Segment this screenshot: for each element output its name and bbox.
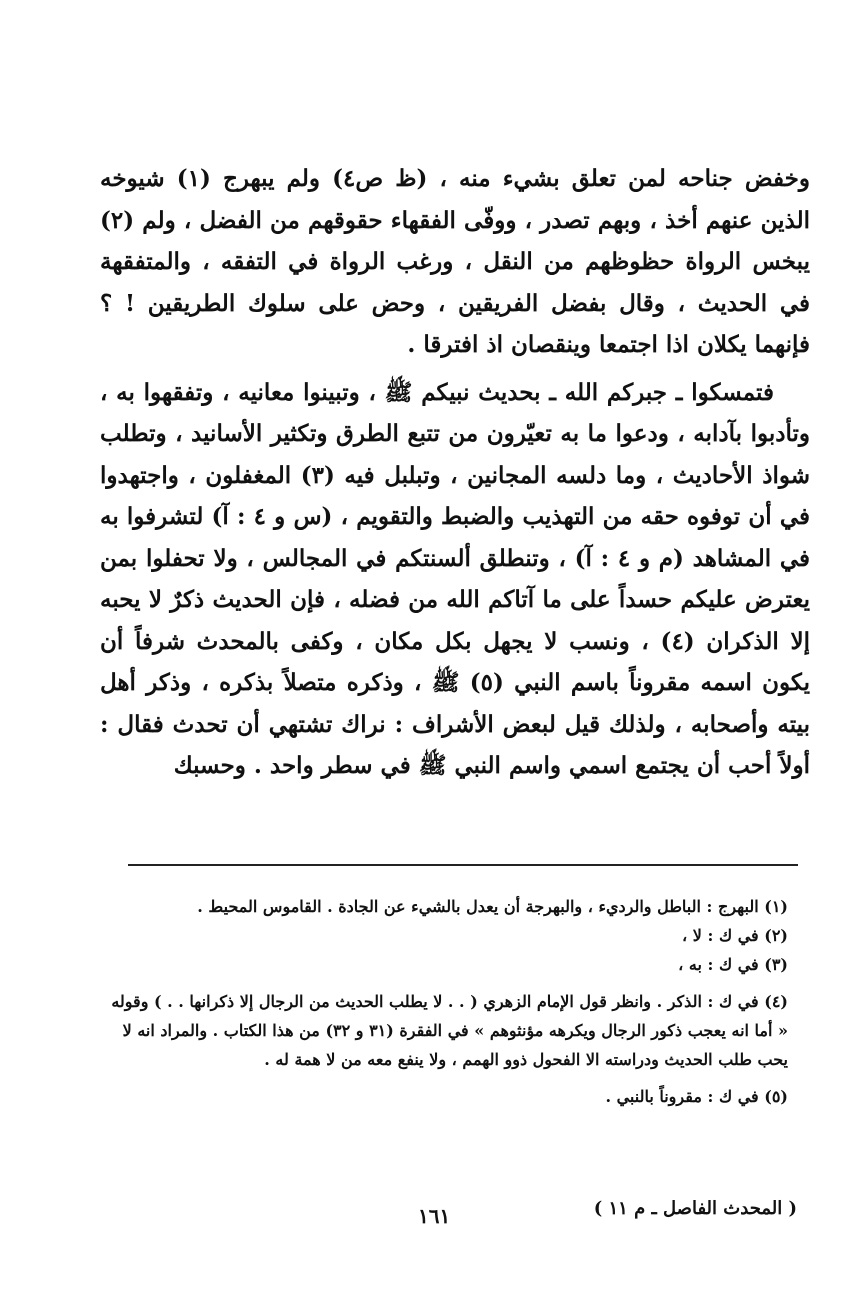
signature-mark: ( المحدث الفاصل ـ م ١١ ): [593, 1198, 797, 1219]
footnote-1: (١) البهرج : الباطل والرديء ، والبهرجة أن يعدل بالشيء عن الجادة . القاموس المحيط .: [197, 897, 788, 916]
footnote-4: (٤) في ك : الذكر . وانظر قول الإمام الزهري ( . . لا يطلب الحديث من الرجال إلا ذكرانها . . ) وقوله « أما انه يعجب ذكور الرجال ويكرهه مؤنثوهم » في الفقرة (٣١ و ٣٢) من هذا الكتاب . والمراد انه لا يحب طلب الحديث ودراسته الا الفحول ذوو الهمم ، ولا ينفع معه من لا همة له .: [111, 992, 788, 1069]
page-number: ١٦١: [418, 1204, 451, 1228]
footnote-2: (٢) في ك : لا ،: [682, 926, 788, 945]
footnotes: [110, 892, 810, 1111]
page-footer: [0, 1198, 863, 1238]
footnote-divider: [128, 864, 798, 866]
paragraph-2: فتمسكوا ـ جبركم الله ـ بحديث نبيكم ﷺ ، وتبينوا معانيه ، وتفقهوا به ، وتأدبوا بآدابه ، ودعوا ما به تعيّرون من تتبع الطرق وتكثير الأسانيد ، وتطلب شواذ الأحاديث ، وما دلسه المجانين ، وتبلبل فيه (٣) المغفلون ، واجتهدوا في أن توفوه حقه من التهذيب والضبط والتقويم ، (س و ٤ : آ) لتشرفوا به في المشاهد (م و ٤ : آ) ، وتنطلق ألسنتكم في المجالس ، ولا تحفلوا بمن يعترض عليكم حسداً على ما آتاكم الله من فضله ، فإن الحديث ذكرٌ لا يحبه إلا الذكران (٤) ، ونسب لا يجهل بكل مكان ، وكفى بالمحدث شرفاً أن يكون اسمه مقروناً باسم النبي (٥) ﷺ ، وذكره متصلاً بذكره ، وذكر أهل بيته وأصحابه ، ولذلك قيل لبعض الأشراف : نراك تشتهي أن تحدث فقال : أولاً أحب أن يجتمع اسمي واسم النبي ﷺ في سطر واحد . وحسبك: [100, 378, 811, 779]
main-text: [100, 158, 810, 787]
paragraph-1: وخفض جناحه لمن تعلق بشيء منه ، (ظ ص٤) ولم يبهرج (١) شيوخه الذين عنهم أخذ ، وبهم تصدر ، ووفّى الفقهاء حقوقهم من الفضل ، ولم (٢) يبخس الرواة حظوظهم من النقل ، ورغب الرواة في التفقه ، والمتفقهة في الحديث ، وقال بفضل الفريقين ، وحض على سلوك الطريقين ! ؟ فإنهما يكلان اذا اجتمعا وينقصان اذ افترقا .: [100, 165, 810, 358]
footnote-5: (٥) في ك : مقروناً بالنبي .: [605, 1087, 788, 1106]
footnote-3: (٣) في ك : به ،: [678, 955, 788, 974]
